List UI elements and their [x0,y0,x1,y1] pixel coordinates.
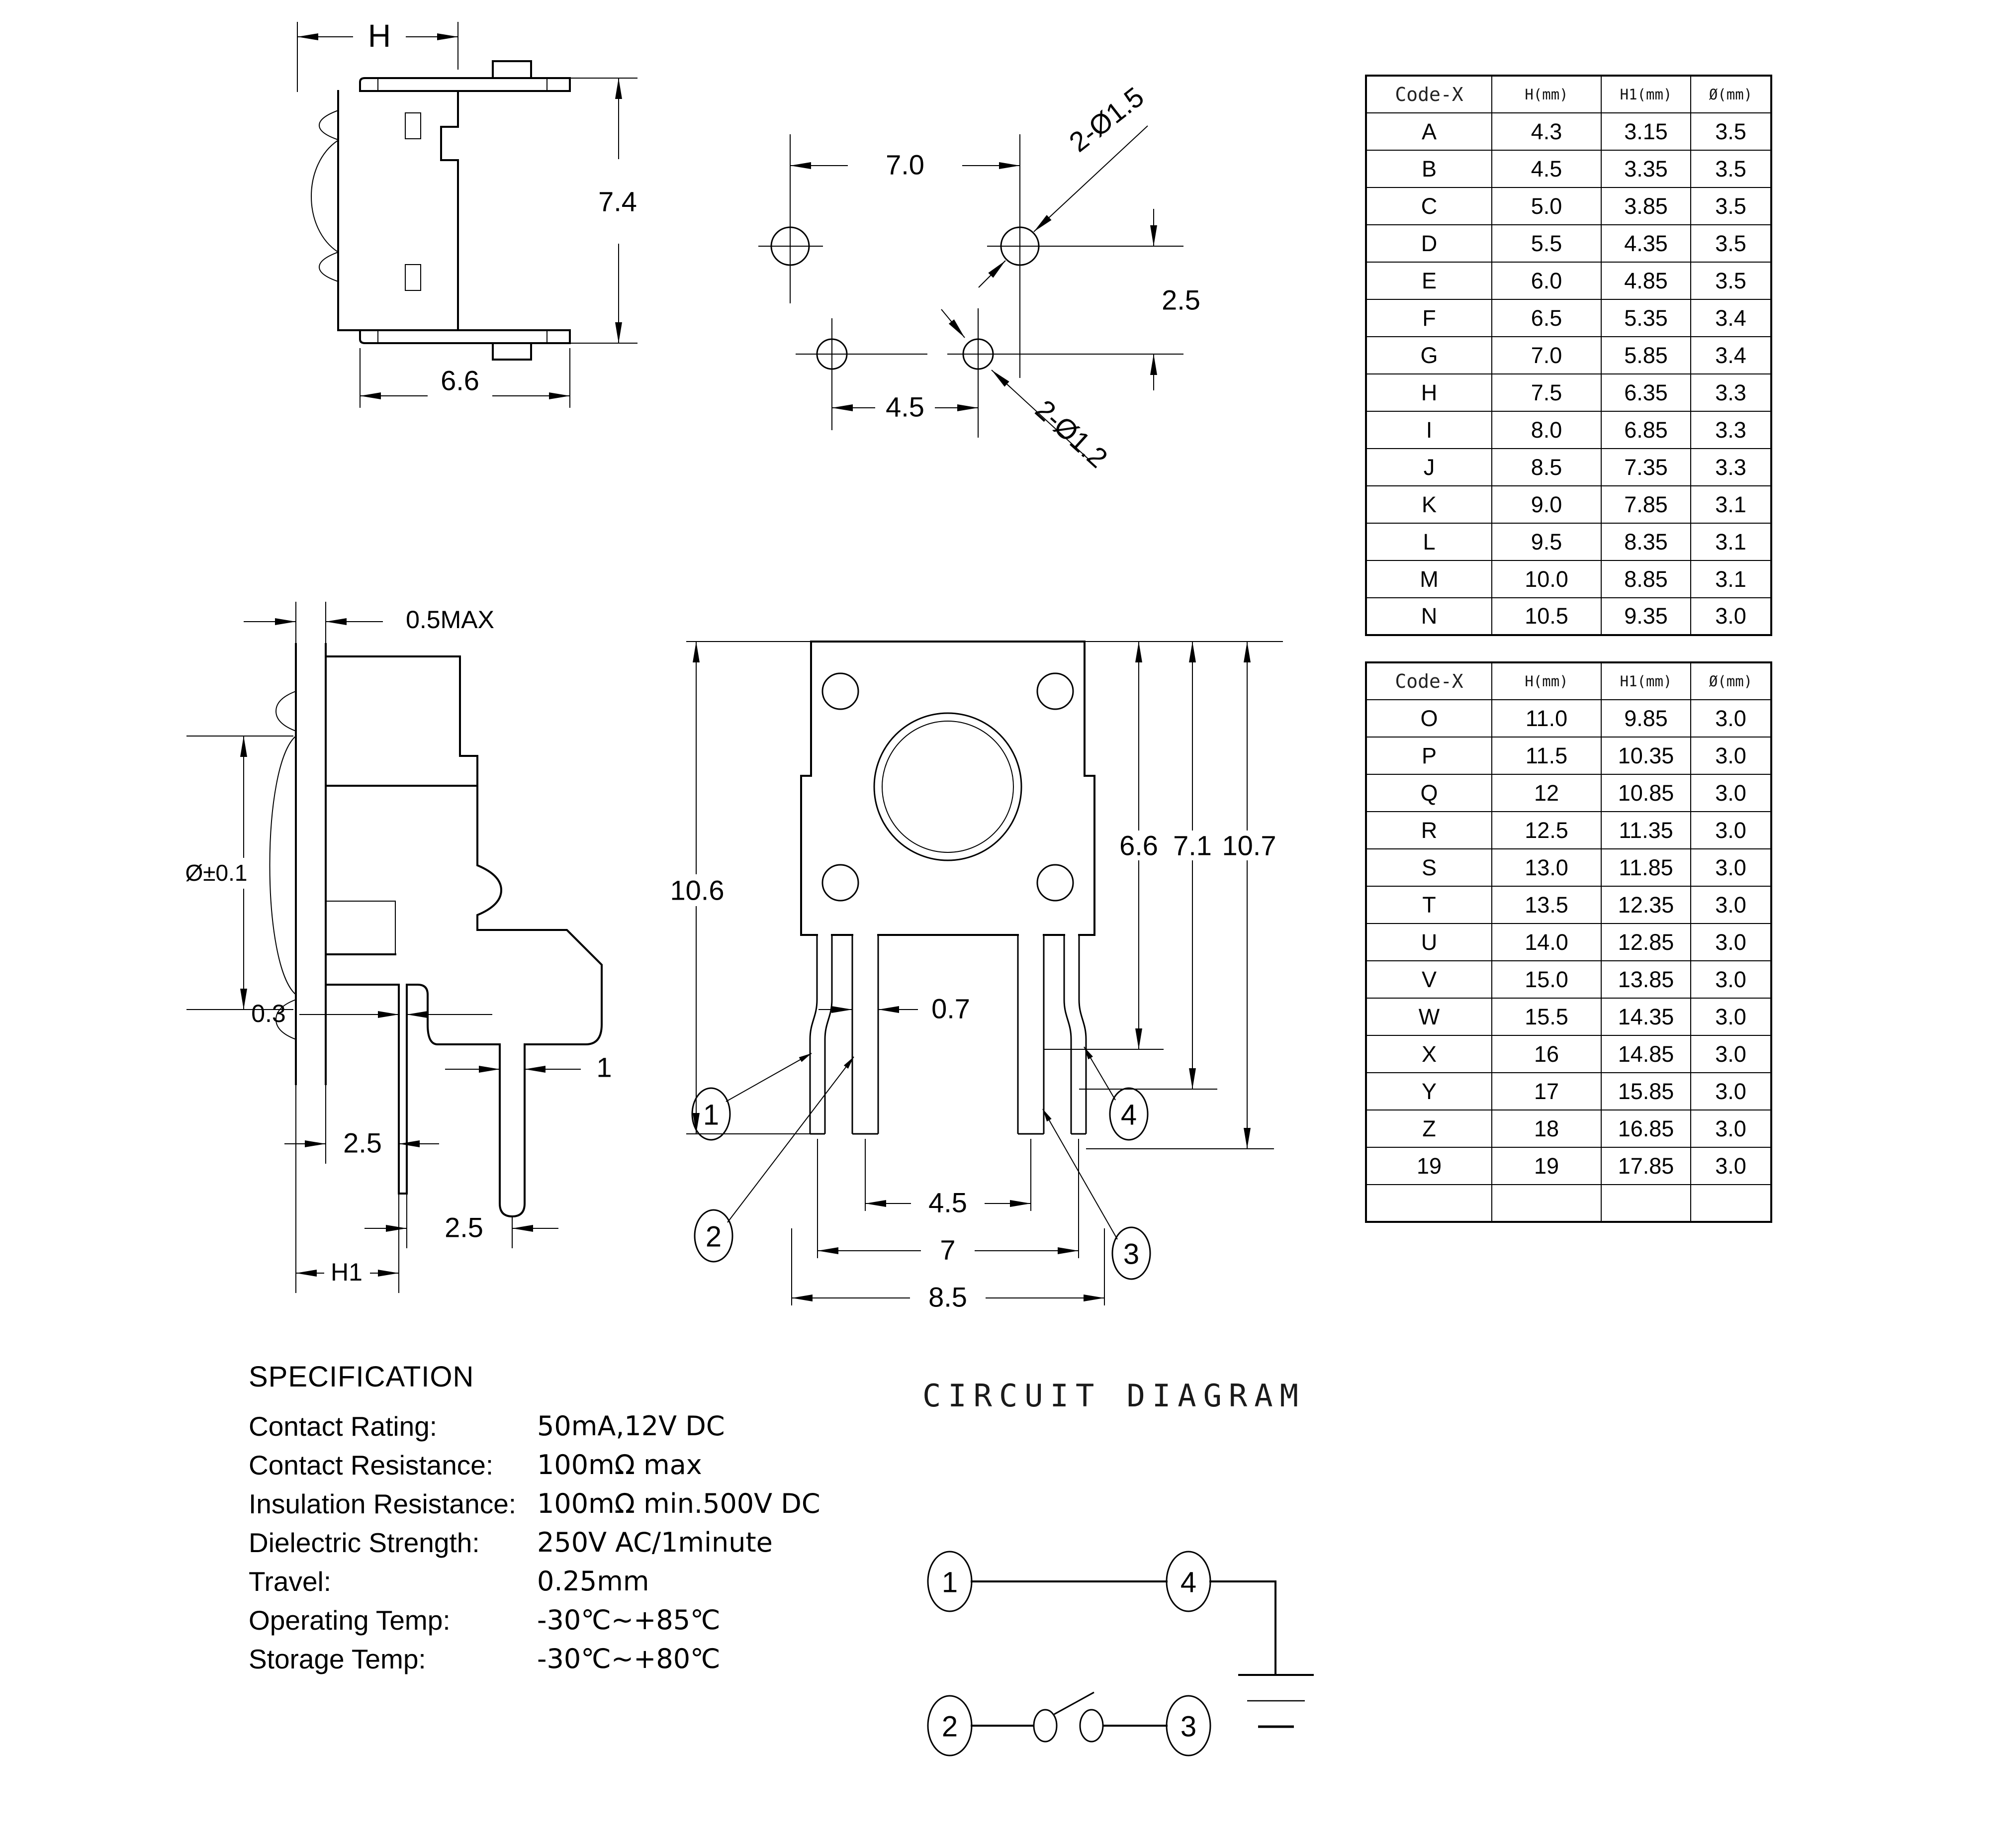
table-cell: 7.5 [1492,374,1601,411]
dimension-7-4 [570,78,637,343]
size-table-2 [1365,661,1772,1223]
spec-value: 50mA,12V DC [537,1410,725,1442]
circuit-wiring [972,1581,1275,1742]
pin-number-3: 3 [1123,1238,1140,1271]
table-cell: 8.85 [1601,560,1691,598]
spec-value: 100mΩ max [537,1449,702,1480]
table-cell: 3.5 [1691,262,1771,299]
size-table-1 [1365,75,1772,636]
table-cell: 3.0 [1691,1073,1771,1110]
table-cell: V [1366,961,1492,998]
table-cell: 3.5 [1691,187,1771,225]
table-cell: 12.35 [1601,886,1691,924]
table-cell: 3.0 [1691,924,1771,961]
col-header-code: Code-X [1366,76,1492,113]
spec-label: Contact Resistance: [249,1450,494,1480]
col-header-h1: H1(mm) [1601,76,1691,113]
switch-body [801,642,1094,935]
size-table-2-table [1365,661,1772,1223]
dim-label-dia-tol: Ø±0.1 [185,860,248,886]
dim-label-H: H [367,18,391,54]
dim-label-2-5b: 2.5 [445,1211,483,1243]
table-cell: 15.85 [1601,1073,1691,1110]
mounting-holes [771,227,1039,369]
table-cell: 9.85 [1601,700,1691,737]
dim-label-0-7: 0.7 [931,993,970,1024]
dimension-10-6 [666,642,810,1134]
table-cell: W [1366,998,1492,1035]
table-cell: 3.5 [1691,225,1771,262]
table-cell: 14.0 [1492,924,1601,961]
table-row [1366,150,1771,187]
callout-label-2-d1-5: 2-Ø1.5 [1063,81,1150,158]
table-row [1366,737,1771,774]
table-cell: 9.0 [1492,486,1601,523]
spec-label: Storage Temp: [249,1644,426,1674]
dim-label-2-5a: 2.5 [343,1127,382,1159]
dimension-4-5 [865,1139,1031,1218]
table-cell: L [1366,523,1492,560]
table-cell: B [1366,150,1492,187]
spec-row-travel [249,1566,920,1604]
table-cell: 3.85 [1601,187,1691,225]
dim-label-0-5max: 0.5MAX [406,606,494,634]
dimension-2-5 [1154,209,1200,390]
dim-label-4-5: 4.5 [886,391,924,423]
table-cell: 5.35 [1601,299,1691,337]
table-cell: 7.0 [1492,337,1601,374]
dimension-0-7 [818,993,970,1024]
pin-number-2: 2 [705,1220,722,1253]
table-cell: 16.85 [1601,1110,1691,1147]
dim-label-7-4: 7.4 [598,185,637,217]
dimension-6-6 [360,348,570,408]
table-row [1366,1147,1771,1185]
table-cell: 8.0 [1492,411,1601,449]
spec-label: Insulation Resistance: [249,1488,517,1519]
table-cell: 3.0 [1691,700,1771,737]
table-cell: K [1366,486,1492,523]
dimension-2-5-first [284,1127,439,1159]
dimension-H1 [296,1194,399,1293]
table-cell: 3.4 [1691,337,1771,374]
table-cell: G [1366,337,1492,374]
spec-value: -30℃~+80℃ [537,1643,721,1674]
table-cell: 3.3 [1691,374,1771,411]
table-cell: 3.4 [1691,299,1771,337]
spec-value: -30℃~+85℃ [537,1604,721,1636]
dimension-7-1 [1079,642,1217,1089]
table-row [1366,411,1771,449]
table-cell: 15.0 [1492,961,1601,998]
table-cell: Q [1366,774,1492,812]
table-cell: I [1366,411,1492,449]
dimension-1 [445,1052,612,1083]
col-header-h: H(mm) [1492,662,1601,700]
terminal-legs [810,935,1086,1134]
col-header-code: Code-X [1366,662,1492,700]
table-cell: 3.0 [1691,774,1771,812]
table-cell: 3.0 [1691,1110,1771,1147]
dimension-4-5 [832,391,978,423]
drawing-front-view [666,612,1293,1313]
table-cell: E [1366,262,1492,299]
table-header-row [1366,76,1771,113]
dim-label-2-5: 2.5 [1162,284,1200,316]
pin-number-4: 4 [1120,1099,1137,1131]
table-cell: 3.0 [1691,598,1771,635]
dim-label-6-6: 6.6 [1119,830,1158,861]
table-row [1366,113,1771,150]
table-cell: 4.5 [1492,150,1601,187]
table-cell: A [1366,113,1492,150]
table-cell: 9.35 [1601,598,1691,635]
table-cell: 12 [1492,774,1601,812]
spec-row-insulation-resistance [249,1488,920,1527]
table-cell: 14.35 [1601,998,1691,1035]
spec-value: 100mΩ min.500V DC [537,1488,820,1519]
spec-row-dielectric-strength [249,1527,920,1566]
table-cell [1492,1185,1601,1222]
table-row [1366,1073,1771,1110]
table-cell: 10.0 [1492,560,1601,598]
table-cell: 8.5 [1492,449,1601,486]
circuit-pin-4: 4 [1180,1566,1197,1599]
table-cell: 11.5 [1492,737,1601,774]
dim-label-0-3: 0.3 [251,1000,286,1027]
table-cell: 5.85 [1601,337,1691,374]
pin-callouts [692,1047,1150,1279]
table-cell: 19 [1492,1147,1601,1185]
table-cell: 3.0 [1691,849,1771,886]
table-cell: 8.35 [1601,523,1691,560]
table-row [1366,774,1771,812]
dimension-dia-tol [169,736,293,1010]
table-cell: 6.0 [1492,262,1601,299]
table-cell: 11.0 [1492,700,1601,737]
spec-row-contact-rating [249,1410,920,1449]
table-cell: 10.85 [1601,774,1691,812]
drawing-side-view-top [259,10,656,487]
spec-label: Dielectric Strength: [249,1527,480,1558]
table-cell: 7.35 [1601,449,1691,486]
table-row [1366,700,1771,737]
dim-label-10-7: 10.7 [1222,830,1276,861]
dimension-2-5-second [364,1194,558,1248]
table-cell: H [1366,374,1492,411]
dim-label-4-5: 4.5 [928,1187,967,1218]
circuit-pin-2: 2 [941,1710,958,1743]
table-row [1366,1185,1771,1222]
dimension-6-6 [1044,642,1164,1049]
table-row [1366,299,1771,337]
table-cell: N [1366,598,1492,635]
table-cell: M [1366,560,1492,598]
spec-value: 250V AC/1minute [537,1527,773,1558]
table-cell: 5.5 [1492,225,1601,262]
ground-symbol [1238,1675,1314,1727]
spec-label: Travel: [249,1566,332,1597]
table-cell [1691,1185,1771,1222]
table-cell: T [1366,886,1492,924]
size-table-1-table [1365,75,1772,636]
table-cell: 3.1 [1691,560,1771,598]
dimension-0-5max [244,602,494,644]
table-cell: 6.5 [1492,299,1601,337]
table-cell: O [1366,700,1492,737]
table-cell [1601,1185,1691,1222]
table-cell: 3.0 [1691,886,1771,924]
table-cell: D [1366,225,1492,262]
table-cell: 3.0 [1691,737,1771,774]
table-cell: 16 [1492,1035,1601,1073]
table-cell: 13.5 [1492,886,1601,924]
table-row [1366,886,1771,924]
table-row [1366,560,1771,598]
table-cell: P [1366,737,1492,774]
table-cell: 7.85 [1601,486,1691,523]
spec-label: Contact Rating: [249,1411,438,1442]
table-cell: R [1366,812,1492,849]
table-cell: 3.1 [1691,486,1771,523]
table-cell: 9.5 [1492,523,1601,560]
col-header-h1: H1(mm) [1601,662,1691,700]
table-row [1366,849,1771,886]
table-cell: 11.85 [1601,849,1691,886]
table-cell: 11.35 [1601,812,1691,849]
table-cell: 3.0 [1691,998,1771,1035]
table-cell: C [1366,187,1492,225]
table-cell: 15.5 [1492,998,1601,1035]
circuit-diagram-block [910,1378,1358,1775]
specification-block [249,1360,920,1682]
col-header-h: H(mm) [1492,76,1601,113]
spec-value: 0.25mm [537,1566,649,1597]
dim-label-10-6: 10.6 [670,874,725,906]
table-cell: 3.3 [1691,411,1771,449]
table-row [1366,262,1771,299]
table-cell: 10.5 [1492,598,1601,635]
col-header-dia: Ø(mm) [1691,662,1771,700]
table-cell: 19 [1366,1147,1492,1185]
table-cell: 3.5 [1691,113,1771,150]
dim-label-H1: H1 [331,1258,363,1286]
table-cell: 3.5 [1691,150,1771,187]
circuit-pin-3: 3 [1180,1710,1197,1743]
table-cell: 13.0 [1492,849,1601,886]
table-row [1366,486,1771,523]
table-cell: 17 [1492,1073,1601,1110]
specification-title: SPECIFICATION [249,1361,474,1393]
table-row [1366,998,1771,1035]
table-cell: 3.35 [1601,150,1691,187]
spec-row-contact-resistance [249,1449,920,1488]
table-cell: 14.85 [1601,1035,1691,1073]
table-cell: 4.85 [1601,262,1691,299]
dim-label-8-5: 8.5 [928,1281,967,1313]
table-row [1366,225,1771,262]
dim-label-6-6: 6.6 [441,365,479,396]
table-row [1366,449,1771,486]
table-cell: 12.85 [1601,924,1691,961]
table-header-row [1366,662,1771,700]
table-cell: 10.35 [1601,737,1691,774]
table-cell: 3.0 [1691,1035,1771,1073]
dim-label-1: 1 [596,1051,612,1083]
spec-row-storage-temp [249,1643,920,1682]
table-cell: Y [1366,1073,1492,1110]
table-cell [1366,1185,1492,1222]
spec-label: Operating Temp: [249,1605,451,1636]
table-cell: 18 [1492,1110,1601,1147]
switch-body-outline [311,61,570,360]
table-cell: 6.85 [1601,411,1691,449]
dim-label-7-0: 7.0 [886,149,924,181]
col-header-dia: Ø(mm) [1691,76,1771,113]
table-cell: S [1366,849,1492,886]
table-cell: 4.3 [1492,113,1601,150]
table-cell: 3.0 [1691,961,1771,998]
table-cell: U [1366,924,1492,961]
table-cell: 3.0 [1691,812,1771,849]
pin-number-1: 1 [703,1099,720,1131]
table-cell: 17.85 [1601,1147,1691,1185]
table-cell: X [1366,1035,1492,1073]
dimension-10-7 [1086,642,1280,1149]
table-row [1366,812,1771,849]
table-row [1366,523,1771,560]
circuit-diagram-drawing [910,1437,1358,1775]
hole-centerlines [758,134,1183,438]
spec-row-operating-temp [249,1604,920,1643]
table-cell: 4.35 [1601,225,1691,262]
dimension-7-0 [790,149,1020,181]
table-cell: 3.0 [1691,1147,1771,1185]
dim-label-7-1: 7.1 [1173,830,1212,861]
circuit-pin-1: 1 [941,1566,958,1599]
switch-contact-right [1080,1710,1103,1742]
table-cell: 3.15 [1601,113,1691,150]
table-cell: 3.1 [1691,523,1771,560]
body-profile [270,644,602,1293]
table-cell: 3.3 [1691,449,1771,486]
drawing-pcb-layout [721,60,1218,474]
callout-label-2-d1-2: 2-Ø1.2 [1029,393,1114,474]
table-cell: 6.35 [1601,374,1691,411]
table-row [1366,1110,1771,1147]
callout-2-holes-1-2 [941,309,1114,474]
table-row [1366,961,1771,998]
switch-contact-left [1034,1710,1057,1742]
table-row [1366,337,1771,374]
table-cell: J [1366,449,1492,486]
table-row [1366,187,1771,225]
table-row [1366,924,1771,961]
table-cell: 12.5 [1492,812,1601,849]
table-row [1366,1035,1771,1073]
table-cell: F [1366,299,1492,337]
table-cell: Z [1366,1110,1492,1147]
table-row [1366,598,1771,635]
dim-label-7: 7 [940,1234,956,1266]
table-row [1366,374,1771,411]
table-cell: 13.85 [1601,961,1691,998]
circuit-diagram-title: CIRCUIT DIAGRAM [922,1378,1305,1414]
table-cell: 5.0 [1492,187,1601,225]
drawing-side-profile [169,587,646,1303]
